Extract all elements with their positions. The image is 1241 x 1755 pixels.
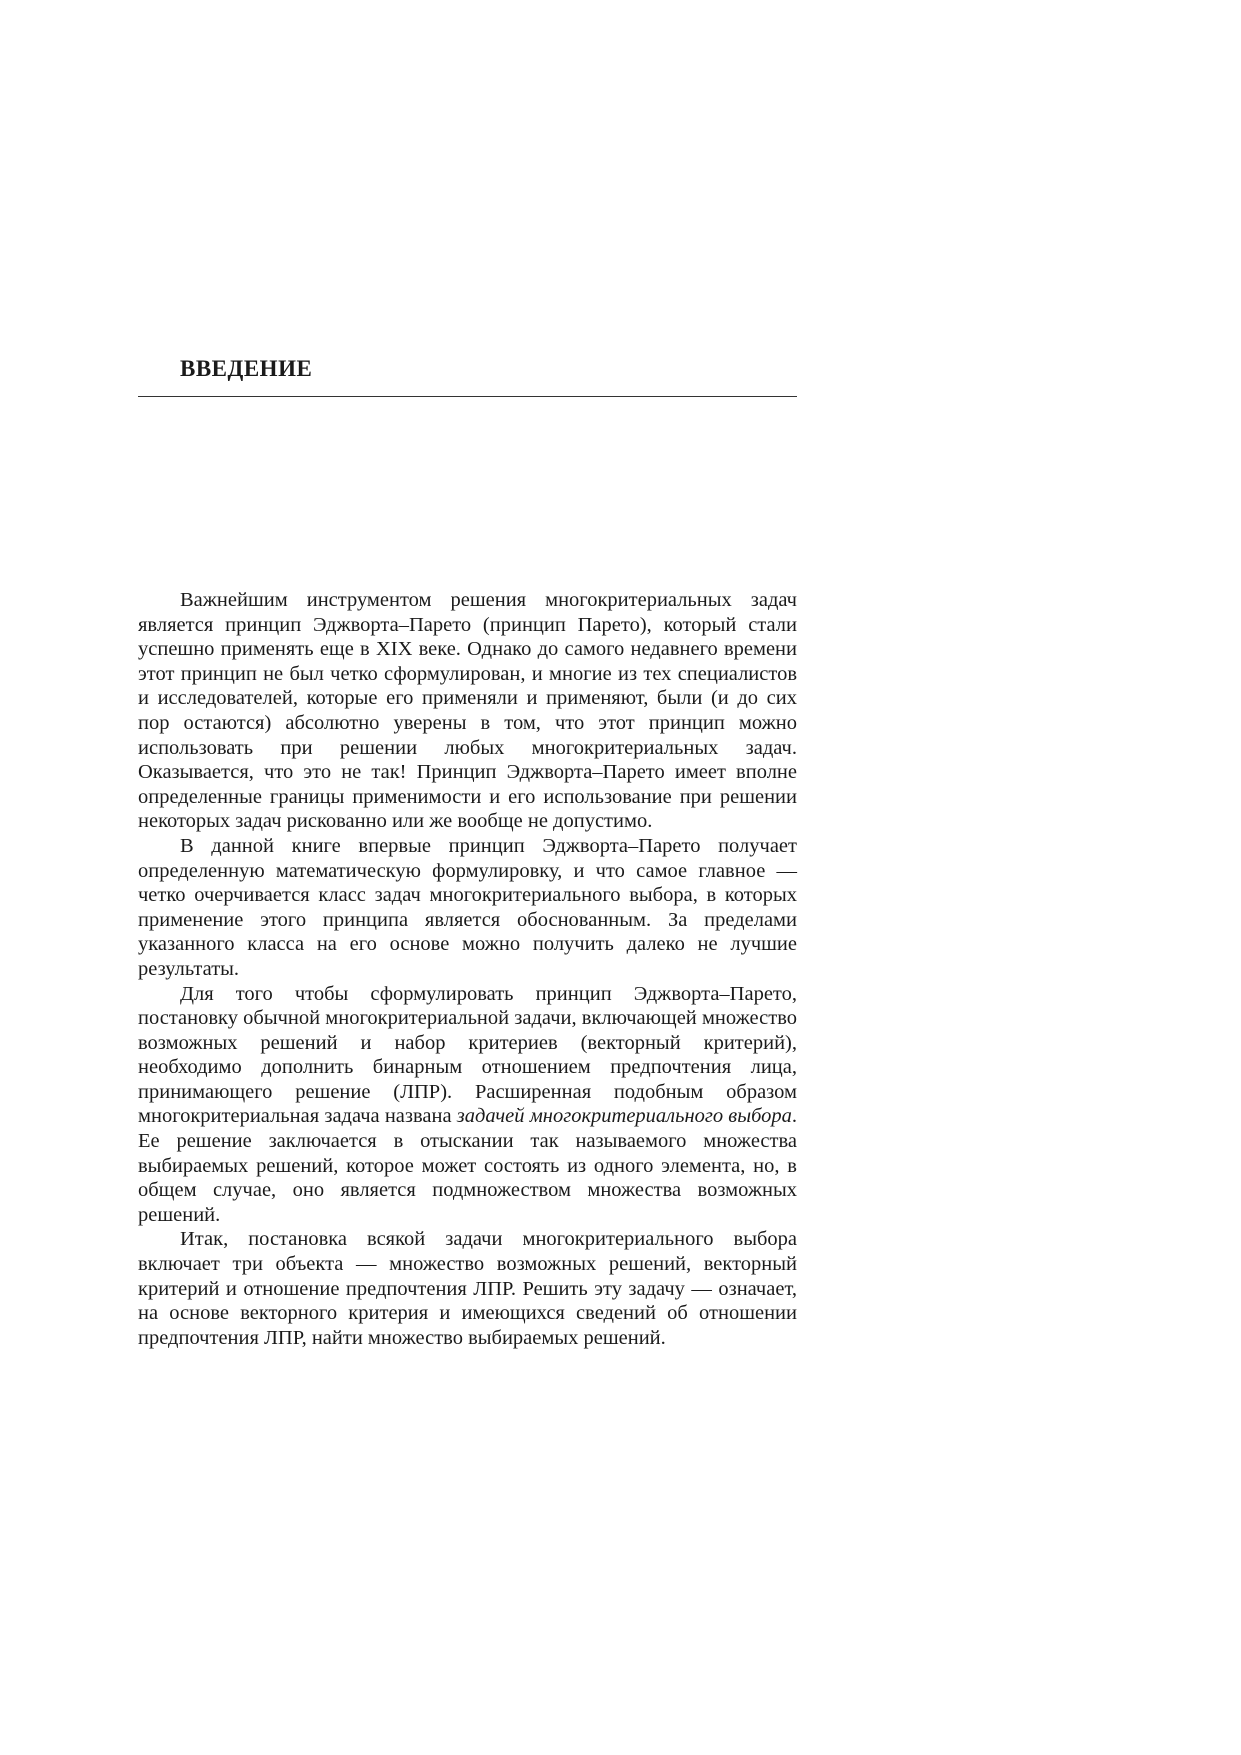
paragraph-3-text-after: . Ее решение заключается в отыскании так называемого множества выбираемых решений, которое может состоять из одного элемента, но, в общем случае, оно является подмножеством множества возможных решений. (138, 1105, 798, 1226)
body-text (138, 588, 797, 1350)
paragraph-3-text-before: Для того чтобы сформулировать принцип Эджворта–Парето, постановку обычной многокритериальной задачи, включающей множество возможных решений и набор критериев (векторный критерий), необходимо дополнить бинарным отношением предпочтения лица, принимающего решение (ЛПР). Расширенная подобным образом многокритериальная задача названа (138, 982, 797, 1128)
paragraph-2: В данной книге впервые принцип Эджворта–Парето получает определенную математическую формулировку, и что самое главное — четко очерчивается класс задач многокритериального выбора, в которых применение этого принципа является обоснованным. За пределами указанного класса на его основе можно получить далеко не лучшие результаты. (138, 834, 797, 980)
paragraph-3 (138, 982, 797, 1228)
chapter-title: ВВЕДЕНИЕ (180, 356, 313, 381)
paragraph-1: Важнейшим инструментом решения многокритериальных задач является принцип Эджворта–Парето (принцип Парето), который стали успешно применять еще в XIX веке. Однако до самого недавнего времени этот принцип не был четко сформулирован, и многие из тех специалистов и исследователей, которые его применяли и применяют, были (и до сих пор остаются) абсолютно уверены в том, что этот принцип можно использовать при решении любых многокритериальных задач. Оказывается, что это не так! Принцип Эджворта–Парето имеет вполне определенные границы применимости и его использование при решении некоторых задач рискованно или же вообще не допустимо. (138, 589, 797, 833)
italic-term: задачей многокритериального выбора (456, 1105, 792, 1128)
title-divider (138, 396, 797, 397)
paragraph-4: Итак, постановка всякой задачи многокритериального выбора включает три объекта — множество возможных решений, векторный критерий и отношение предпочтения ЛПР. Решить эту задачу — означает, на основе векторного критерия и имеющихся сведений об отношении предпочтения ЛПР, найти множество выбираемых решений. (138, 1228, 797, 1349)
